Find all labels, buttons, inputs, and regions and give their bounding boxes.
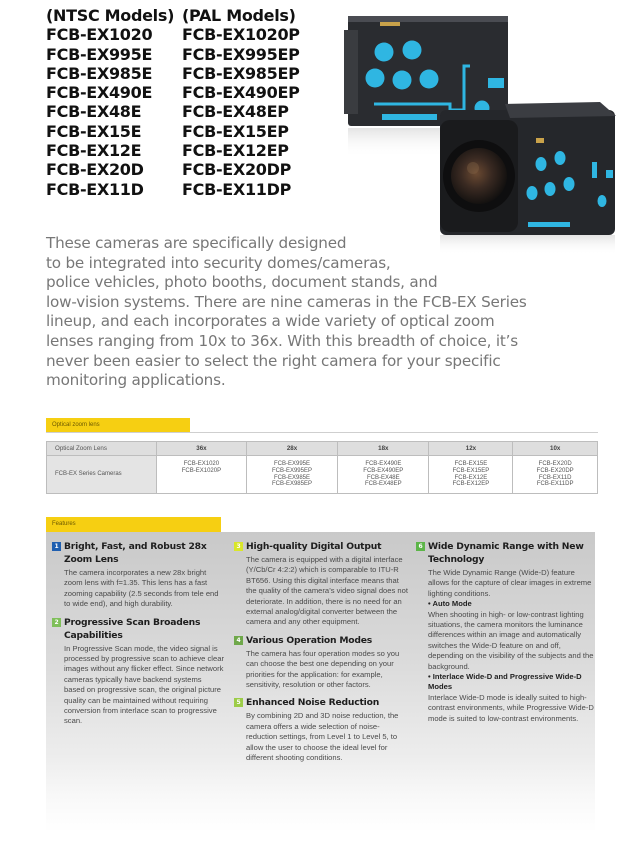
- pal-model: FCB-EX20DP: [182, 160, 292, 180]
- feature-title: Wide Dynamic Range with New Technology: [428, 541, 584, 565]
- model-name: FCB-EX1020: [183, 460, 220, 467]
- feature-title: Various Operation Modes: [246, 634, 373, 646]
- intro-line: to be integrated into security domes/cameras,: [46, 253, 391, 272]
- model-name: FCB-EX995E: [273, 460, 310, 467]
- feature-title: Progressive Scan Broadens Capabilities: [64, 616, 201, 641]
- features-section-tab: Features: [46, 517, 221, 532]
- zoom-header-row: [47, 442, 598, 456]
- feature-item: [234, 634, 410, 691]
- ntsc-model: FCB-EX995E: [46, 44, 153, 64]
- pal-model: FCB-EX1020P: [182, 25, 300, 45]
- pal-model: FCB-EX490EP: [182, 83, 300, 103]
- feature-title: Bright, Fast, and Robust 28x Zoom Lens: [64, 541, 207, 565]
- zoom-value: 10x: [513, 442, 598, 456]
- model-name: FCB-EX490EP: [363, 467, 404, 474]
- feature-item: [52, 540, 224, 610]
- subfeature-body: Interlace Wide-D mode is ideally suited to high-contrast environments, while Progressive Wide-D mode is suited to low-contrast environments.: [428, 692, 594, 723]
- feature-title: High-quality Digital Output: [246, 541, 382, 552]
- model-name: FCB-EX11DP: [536, 481, 574, 488]
- ntsc-model: FCB-EX15E: [46, 121, 142, 141]
- camera-models-row: [47, 456, 598, 494]
- feature-item: [416, 540, 594, 724]
- model-name: FCB-EX15EP: [452, 467, 490, 474]
- pal-model: FCB-EX985EP: [182, 63, 300, 83]
- pal-model: FCB-EX15EP: [182, 121, 289, 141]
- feature-title: Enhanced Noise Reduction: [246, 697, 380, 709]
- number-badge-icon: 1: [52, 542, 61, 551]
- pal-model-list: [182, 6, 318, 199]
- model-name: FCB-EX490E: [365, 460, 402, 467]
- pal-header: (PAL Models): [182, 6, 296, 25]
- intro-line: lineup, and each incorporates a wide variety of optical zoom: [46, 312, 495, 331]
- number-badge-icon: 6: [416, 542, 425, 551]
- pal-model: FCB-EX995EP: [182, 44, 300, 64]
- feature-body-text: The Wide Dynamic Range (Wide-D) feature allows for the capture of clear images in extreme lighting conditions.: [428, 568, 592, 598]
- models-cell-18x: [338, 456, 429, 494]
- feature-body: [416, 568, 594, 724]
- number-badge-icon: 2: [52, 618, 61, 627]
- model-name: FCB-EX11D: [538, 474, 572, 481]
- model-name: FCB-EX48E: [366, 474, 400, 481]
- intro-line: lenses ranging from 10x to 36x. With this breadth of choice, it’s: [46, 331, 518, 350]
- model-name: FCB-EX985EP: [271, 481, 312, 488]
- intro-line: monitoring applications.: [46, 371, 226, 390]
- zoom-value: 36x: [157, 442, 247, 456]
- pal-model: FCB-EX48EP: [182, 102, 289, 122]
- feature-body: The camera is equipped with a digital interface (Y/Cb/Cr 4:2:2) which is comparable to ITU-R BT656. Using this digital interface means that the quality of the camera’s video signal does not deteriorate. In addition, there is no need for an external analog/digital converter between the camera and any other equipment.: [246, 555, 408, 627]
- model-name: FCB-EX985E: [273, 474, 310, 481]
- feature-body: By combining 2D and 3D noise reduction, the camera offers a wide selection of noise-reduction settings, from Level 1 to Level 5, to allow the user to choose the ideal level for different shooting conditions.: [246, 711, 399, 763]
- intro-line: low-vision systems. There are nine cameras in the FCB-EX Series: [46, 292, 527, 311]
- feature-item: [234, 696, 410, 763]
- ntsc-model: FCB-EX20D: [46, 160, 144, 180]
- feature-body: The camera has four operation modes so you can choose the best one depending on your priorities for the application: for example, sensitivity, resolution or other factors.: [246, 648, 400, 690]
- ntsc-model: FCB-EX12E: [46, 141, 142, 161]
- ntsc-header: (NTSC Models): [46, 6, 175, 25]
- model-name: FCB-EX1020P: [181, 467, 222, 474]
- ntsc-model: FCB-EX490E: [46, 83, 153, 103]
- features-column-1: [52, 540, 224, 733]
- subfeature-title: • Interlace Wide-D and Progressive Wide-D Modes: [428, 672, 582, 692]
- pal-model: FCB-EX12EP: [182, 141, 289, 161]
- feature-body: The camera incorporates a new 28x bright zoom lens with f=1.35. This lens has a fast zooming capability (2.5 seconds from tele end to wide end), and high durability.: [64, 568, 219, 609]
- feature-item: [52, 616, 224, 727]
- camera-product-photo: [330, 0, 630, 255]
- feature-body: In Progressive Scan mode, the video signal is processed by progressive scan to achieve clear images without any flicker effect. Since network cameras typically have backend systems based on progressive scan, the original picture quality can be maintained without requiring conversion from interlace scan to progressive scan.: [64, 643, 224, 726]
- model-name: FCB-EX48EP: [364, 481, 402, 488]
- number-badge-icon: 3: [234, 542, 243, 551]
- model-name: FCB-EX15E: [454, 460, 488, 467]
- feature-item: [234, 540, 410, 628]
- model-name: FCB-EX12E: [454, 474, 488, 481]
- camera-modules-illustration: [330, 0, 630, 255]
- models-cell-36x: [157, 456, 247, 494]
- optical-zoom-table: [46, 441, 598, 494]
- model-name: FCB-EX12EP: [452, 481, 490, 488]
- pal-model: FCB-EX11DP: [182, 179, 292, 199]
- models-cell-10x: [513, 456, 598, 494]
- row-header-zoom: Optical Zoom Lens: [47, 442, 157, 456]
- models-cell-28x: [246, 456, 337, 494]
- ntsc-model-list: [46, 6, 182, 199]
- features-column-3: [416, 540, 594, 730]
- ntsc-model: FCB-EX1020: [46, 25, 153, 45]
- section-divider: [46, 432, 598, 433]
- ntsc-model: FCB-EX11D: [46, 179, 144, 199]
- optical-zoom-section-tab: Optical zoom lens: [46, 418, 190, 433]
- models-cell-12x: [429, 456, 513, 494]
- zoom-value: 12x: [429, 442, 513, 456]
- intro-line: police vehicles, photo booths, document stands, and: [46, 273, 438, 292]
- zoom-value: 18x: [338, 442, 429, 456]
- model-lists: [46, 6, 318, 199]
- intro-line: never been easier to select the right camera for your specific: [46, 351, 501, 370]
- ntsc-model: FCB-EX985E: [46, 63, 153, 83]
- subfeature-title: • Auto Mode: [428, 599, 472, 609]
- zoom-value: 28x: [246, 442, 337, 456]
- features-column-2: [234, 540, 410, 770]
- model-name: FCB-EX20DP: [536, 467, 574, 474]
- number-badge-icon: 5: [234, 698, 243, 707]
- ntsc-model: FCB-EX48E: [46, 102, 142, 122]
- model-name: FCB-EX20D: [538, 460, 572, 467]
- number-badge-icon: 4: [234, 636, 243, 645]
- model-name: FCB-EX995EP: [271, 467, 312, 474]
- intro-paragraph: [46, 234, 606, 391]
- intro-line: These cameras are specifically designed: [46, 234, 347, 252]
- row-header-cameras: FCB-EX Series Cameras: [47, 456, 157, 494]
- subfeature-body: When shooting in high- or low-contrast lighting situations, the camera monitors the luminance differences within an image and automatically switches the Wide-D feature on and off, depending on the visibility of the subjects and the background.: [428, 609, 594, 671]
